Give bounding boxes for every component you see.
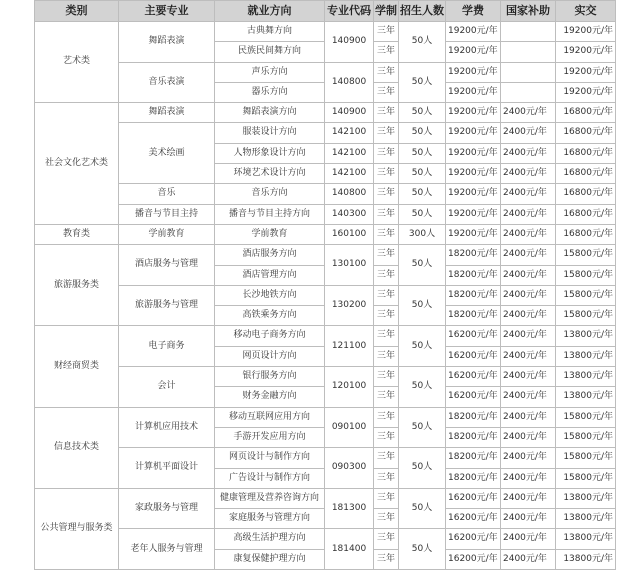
subsidy-cell: 2400元/年 <box>501 346 556 366</box>
duration-cell: 三年 <box>374 387 399 407</box>
actual-cell: 16800元/年 <box>556 184 616 204</box>
tuition-cell: 18200元/年 <box>446 468 501 488</box>
duration-cell: 三年 <box>374 448 399 468</box>
table-row <box>35 488 616 508</box>
category-cell: 公共管理与服务类 <box>35 488 119 569</box>
duration-cell: 三年 <box>374 184 399 204</box>
duration-cell: 三年 <box>374 549 399 569</box>
major-cell: 舞蹈表演 <box>119 103 215 123</box>
tuition-cell: 16200元/年 <box>446 488 501 508</box>
tuition-cell: 19200元/年 <box>446 82 501 102</box>
tuition-cell: 16200元/年 <box>446 326 501 346</box>
major-cell: 酒店服务与管理 <box>119 245 215 286</box>
category-cell: 艺术类 <box>35 22 119 103</box>
enroll-cell: 50人 <box>399 488 446 529</box>
code-cell: 140800 <box>325 62 374 103</box>
table-row <box>35 285 616 305</box>
code-cell: 181400 <box>325 529 374 570</box>
subsidy-cell: 2400元/年 <box>501 448 556 468</box>
subsidy-cell: 2400元/年 <box>501 265 556 285</box>
table-row <box>35 367 616 387</box>
tuition-cell: 18200元/年 <box>446 448 501 468</box>
duration-cell: 三年 <box>374 123 399 143</box>
code-cell: 140800 <box>325 184 374 204</box>
duration-cell: 三年 <box>374 407 399 427</box>
actual-cell: 13800元/年 <box>556 346 616 366</box>
subsidy-cell: 2400元/年 <box>501 184 556 204</box>
actual-cell: 19200元/年 <box>556 42 616 62</box>
actual-cell: 15800元/年 <box>556 285 616 305</box>
enroll-cell: 50人 <box>399 367 446 408</box>
tuition-cell: 19200元/年 <box>446 103 501 123</box>
duration-cell: 三年 <box>374 326 399 346</box>
subsidy-cell: 2400元/年 <box>501 245 556 265</box>
enroll-cell: 50人 <box>399 326 446 367</box>
tuition-cell: 18200元/年 <box>446 245 501 265</box>
enroll-cell: 50人 <box>399 204 446 224</box>
tuition-cell: 16200元/年 <box>446 509 501 529</box>
actual-cell: 15800元/年 <box>556 407 616 427</box>
code-cell: 090300 <box>325 448 374 489</box>
tuition-cell: 19200元/年 <box>446 224 501 244</box>
header-duration: 学制 <box>374 1 399 22</box>
duration-cell: 三年 <box>374 245 399 265</box>
subsidy-cell: 2400元/年 <box>501 488 556 508</box>
actual-cell: 13800元/年 <box>556 509 616 529</box>
actual-cell: 16800元/年 <box>556 164 616 184</box>
category-cell: 财经商贸类 <box>35 326 119 407</box>
major-cell: 老年人服务与管理 <box>119 529 215 570</box>
code-cell: 142100 <box>325 164 374 184</box>
tuition-cell: 18200元/年 <box>446 265 501 285</box>
table-row <box>35 62 616 82</box>
duration-cell: 三年 <box>374 265 399 285</box>
subsidy-cell: 2400元/年 <box>501 164 556 184</box>
code-cell: 181300 <box>325 488 374 529</box>
direction-cell: 学前教育 <box>215 224 325 244</box>
category-cell: 社会文化艺术类 <box>35 103 119 225</box>
direction-cell: 酒店管理方向 <box>215 265 325 285</box>
tuition-cell: 19200元/年 <box>446 22 501 42</box>
subsidy-cell: 2400元/年 <box>501 306 556 326</box>
actual-cell: 16800元/年 <box>556 224 616 244</box>
direction-cell: 网页设计方向 <box>215 346 325 366</box>
header-subsidy: 国家补助 <box>501 1 556 22</box>
table-row <box>35 407 616 427</box>
code-cell: 090100 <box>325 407 374 448</box>
subsidy-cell: 2400元/年 <box>501 387 556 407</box>
table-row <box>35 123 616 143</box>
major-cell: 旅游服务与管理 <box>119 285 215 326</box>
table-row <box>35 529 616 549</box>
category-cell: 信息技术类 <box>35 407 119 488</box>
code-cell: 120100 <box>325 367 374 408</box>
tuition-cell: 18200元/年 <box>446 285 501 305</box>
actual-cell: 13800元/年 <box>556 367 616 387</box>
direction-cell: 手游开发应用方向 <box>215 427 325 447</box>
code-cell: 130100 <box>325 245 374 286</box>
header-major: 主要专业 <box>119 1 215 22</box>
major-cell: 播音与节目主持 <box>119 204 215 224</box>
table-row <box>35 184 616 204</box>
subsidy-cell <box>501 22 556 42</box>
enroll-cell: 300人 <box>399 224 446 244</box>
enroll-cell: 50人 <box>399 103 446 123</box>
subsidy-cell: 2400元/年 <box>501 468 556 488</box>
major-cell: 美术绘画 <box>119 123 215 184</box>
table-row <box>35 224 616 244</box>
actual-cell: 13800元/年 <box>556 488 616 508</box>
subsidy-cell <box>501 82 556 102</box>
actual-cell: 15800元/年 <box>556 245 616 265</box>
header-actual: 实交 <box>556 1 616 22</box>
subsidy-cell: 2400元/年 <box>501 509 556 529</box>
subsidy-cell: 2400元/年 <box>501 407 556 427</box>
code-cell: 140900 <box>325 22 374 63</box>
direction-cell: 人物形象设计方向 <box>215 143 325 163</box>
duration-cell: 三年 <box>374 488 399 508</box>
actual-cell: 16800元/年 <box>556 143 616 163</box>
actual-cell: 15800元/年 <box>556 468 616 488</box>
duration-cell: 三年 <box>374 224 399 244</box>
actual-cell: 16800元/年 <box>556 123 616 143</box>
category-cell: 旅游服务类 <box>35 245 119 326</box>
duration-cell: 三年 <box>374 468 399 488</box>
code-cell: 140300 <box>325 204 374 224</box>
actual-cell: 16800元/年 <box>556 204 616 224</box>
duration-cell: 三年 <box>374 346 399 366</box>
table-row <box>35 22 616 42</box>
actual-cell: 13800元/年 <box>556 529 616 549</box>
code-cell: 160100 <box>325 224 374 244</box>
enroll-cell: 50人 <box>399 22 446 63</box>
tuition-cell: 19200元/年 <box>446 62 501 82</box>
actual-cell: 15800元/年 <box>556 306 616 326</box>
subsidy-cell: 2400元/年 <box>501 204 556 224</box>
direction-cell: 古典舞方向 <box>215 22 325 42</box>
actual-cell: 13800元/年 <box>556 387 616 407</box>
header-category: 类别 <box>35 1 119 22</box>
direction-cell: 健康管理及营养咨询方向 <box>215 488 325 508</box>
major-cell: 家政服务与管理 <box>119 488 215 529</box>
header-tuition: 学费 <box>446 1 501 22</box>
major-cell: 计算机平面设计 <box>119 448 215 489</box>
direction-cell: 环境艺术设计方向 <box>215 164 325 184</box>
direction-cell: 高铁乘务方向 <box>215 306 325 326</box>
direction-cell: 器乐方向 <box>215 82 325 102</box>
enroll-cell: 50人 <box>399 407 446 448</box>
actual-cell: 13800元/年 <box>556 549 616 569</box>
enroll-cell: 50人 <box>399 143 446 163</box>
subsidy-cell: 2400元/年 <box>501 326 556 346</box>
tuition-cell: 19200元/年 <box>446 143 501 163</box>
table-row <box>35 245 616 265</box>
subsidy-cell: 2400元/年 <box>501 367 556 387</box>
direction-cell: 家庭服务与管理方向 <box>215 509 325 529</box>
tuition-cell: 16200元/年 <box>446 346 501 366</box>
major-cell: 舞蹈表演 <box>119 22 215 63</box>
enroll-cell: 50人 <box>399 448 446 489</box>
direction-cell: 广告设计与制作方向 <box>215 468 325 488</box>
subsidy-cell: 2400元/年 <box>501 224 556 244</box>
duration-cell: 三年 <box>374 82 399 102</box>
header-direction: 就业方向 <box>215 1 325 22</box>
code-cell: 140900 <box>325 103 374 123</box>
subsidy-cell: 2400元/年 <box>501 549 556 569</box>
direction-cell: 财务金融方向 <box>215 387 325 407</box>
actual-cell: 15800元/年 <box>556 448 616 468</box>
duration-cell: 三年 <box>374 306 399 326</box>
tuition-cell: 16200元/年 <box>446 387 501 407</box>
code-cell: 121100 <box>325 326 374 367</box>
major-cell: 计算机应用技术 <box>119 407 215 448</box>
duration-cell: 三年 <box>374 143 399 163</box>
enroll-cell: 50人 <box>399 285 446 326</box>
actual-cell: 15800元/年 <box>556 265 616 285</box>
duration-cell: 三年 <box>374 529 399 549</box>
major-cell: 音乐 <box>119 184 215 204</box>
subsidy-cell: 2400元/年 <box>501 123 556 143</box>
tuition-cell: 18200元/年 <box>446 427 501 447</box>
tuition-cell: 18200元/年 <box>446 306 501 326</box>
enroll-cell: 50人 <box>399 529 446 570</box>
table-row <box>35 103 616 123</box>
duration-cell: 三年 <box>374 42 399 62</box>
major-cell: 电子商务 <box>119 326 215 367</box>
subsidy-cell: 2400元/年 <box>501 143 556 163</box>
enroll-cell: 50人 <box>399 245 446 286</box>
direction-cell: 声乐方向 <box>215 62 325 82</box>
actual-cell: 16800元/年 <box>556 103 616 123</box>
direction-cell: 银行服务方向 <box>215 367 325 387</box>
enroll-cell: 50人 <box>399 184 446 204</box>
duration-cell: 三年 <box>374 22 399 42</box>
subsidy-cell: 2400元/年 <box>501 427 556 447</box>
duration-cell: 三年 <box>374 204 399 224</box>
major-cell: 学前教育 <box>119 224 215 244</box>
header-code: 专业代码 <box>325 1 374 22</box>
direction-cell: 民族民间舞方向 <box>215 42 325 62</box>
tuition-cell: 18200元/年 <box>446 407 501 427</box>
tuition-cell: 19200元/年 <box>446 42 501 62</box>
duration-cell: 三年 <box>374 509 399 529</box>
duration-cell: 三年 <box>374 367 399 387</box>
tuition-cell: 16200元/年 <box>446 549 501 569</box>
tuition-cell: 19200元/年 <box>446 164 501 184</box>
direction-cell: 酒店服务方向 <box>215 245 325 265</box>
direction-cell: 康复保健护理方向 <box>215 549 325 569</box>
actual-cell: 19200元/年 <box>556 62 616 82</box>
direction-cell: 舞蹈表演方向 <box>215 103 325 123</box>
table-row <box>35 326 616 346</box>
enroll-cell: 50人 <box>399 62 446 103</box>
page-wrapper <box>34 0 616 570</box>
tuition-cell: 16200元/年 <box>446 367 501 387</box>
direction-cell: 移动电子商务方向 <box>215 326 325 346</box>
direction-cell: 音乐方向 <box>215 184 325 204</box>
tuition-cell: 19200元/年 <box>446 184 501 204</box>
duration-cell: 三年 <box>374 62 399 82</box>
tuition-cell: 16200元/年 <box>446 529 501 549</box>
subsidy-cell <box>501 62 556 82</box>
code-cell: 130200 <box>325 285 374 326</box>
header-enroll: 招生人数 <box>399 1 446 22</box>
enroll-cell: 50人 <box>399 123 446 143</box>
tuition-cell: 19200元/年 <box>446 123 501 143</box>
table-row <box>35 204 616 224</box>
category-cell: 教育类 <box>35 224 119 244</box>
tuition-cell: 19200元/年 <box>446 204 501 224</box>
subsidy-cell: 2400元/年 <box>501 103 556 123</box>
header-row <box>35 1 616 22</box>
actual-cell: 15800元/年 <box>556 427 616 447</box>
duration-cell: 三年 <box>374 103 399 123</box>
direction-cell: 播音与节目主持方向 <box>215 204 325 224</box>
enrollment-fee-table <box>34 0 616 570</box>
subsidy-cell <box>501 42 556 62</box>
direction-cell: 长沙地铁方向 <box>215 285 325 305</box>
code-cell: 142100 <box>325 123 374 143</box>
actual-cell: 13800元/年 <box>556 326 616 346</box>
duration-cell: 三年 <box>374 285 399 305</box>
major-cell: 音乐表演 <box>119 62 215 103</box>
major-cell: 会计 <box>119 367 215 408</box>
actual-cell: 19200元/年 <box>556 82 616 102</box>
actual-cell: 19200元/年 <box>556 22 616 42</box>
direction-cell: 移动互联网应用方向 <box>215 407 325 427</box>
subsidy-cell: 2400元/年 <box>501 285 556 305</box>
direction-cell: 服装设计方向 <box>215 123 325 143</box>
duration-cell: 三年 <box>374 427 399 447</box>
subsidy-cell: 2400元/年 <box>501 529 556 549</box>
direction-cell: 网页设计与制作方向 <box>215 448 325 468</box>
code-cell: 142100 <box>325 143 374 163</box>
direction-cell: 高级生活护理方向 <box>215 529 325 549</box>
enroll-cell: 50人 <box>399 164 446 184</box>
duration-cell: 三年 <box>374 164 399 184</box>
table-row <box>35 448 616 468</box>
